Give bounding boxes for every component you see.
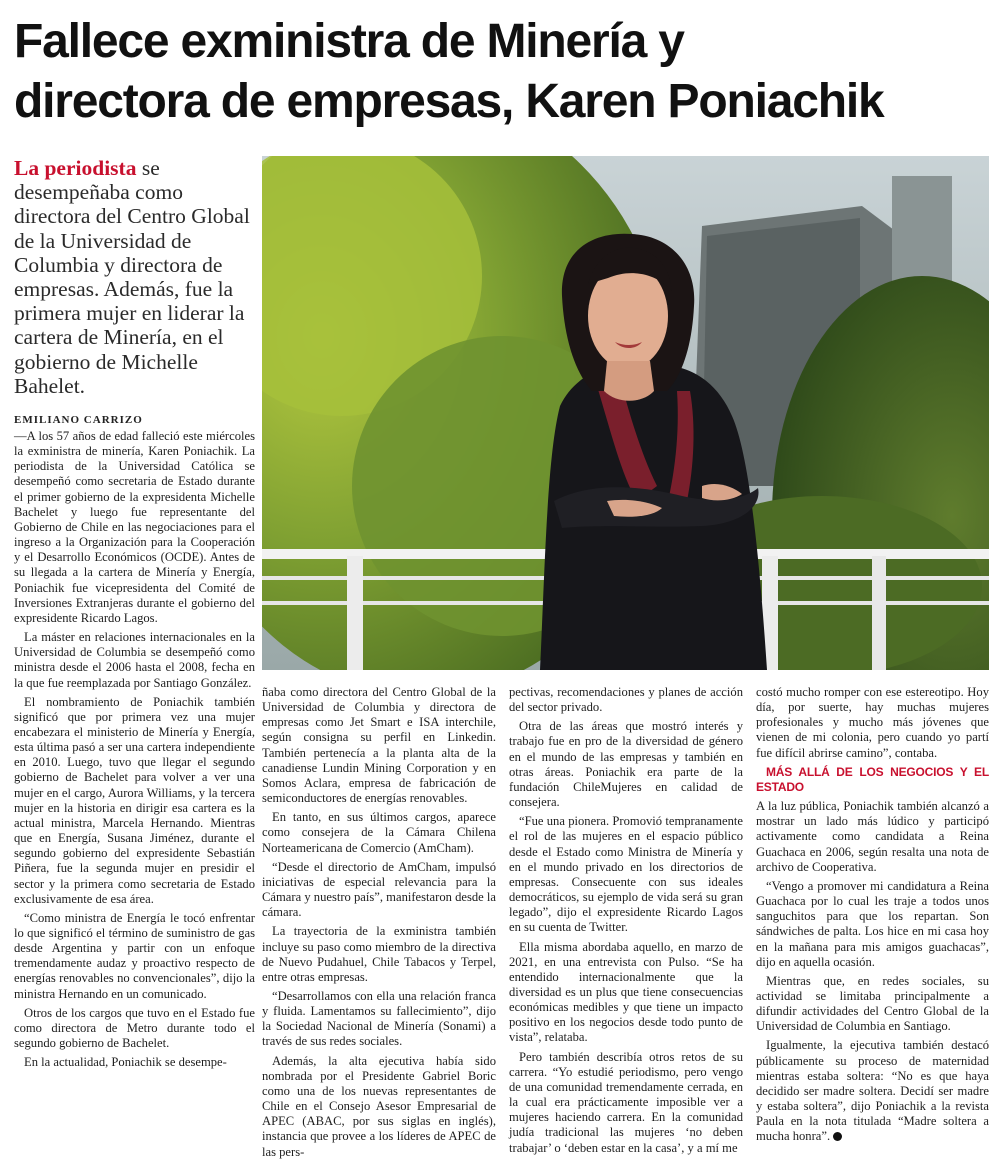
paragraph: La máster en relaciones internacionales en la Universidad de Columbia se desempeñó como ministra desde el 2006 hasta el 2008, fecha en la que fue reemplazada por Santiago González. — [14, 630, 255, 690]
paragraph: “Desde el directorio de AmCham, impulsó iniciativas de especial relevancia para la Cámara y nuestro país”, manifestaron desde la cámara. — [262, 859, 496, 920]
body-column-4 — [756, 685, 989, 1149]
lead-paragraph — [14, 156, 254, 398]
paragraph: Ella misma abordaba aquello, en marzo de 2021, en una entrevista con Pulso. “Se ha entendido internacionalmente que la diversidad es un plus que tiene consecuencias económicas medibles y que tiene un impacto positivo en los negocios desde todo punto de vista”, relataba. — [509, 939, 743, 1045]
paragraph: “Vengo a promover mi candidatura a Reina Guachaca por lo cual les traje a todos unos sanguchitos para que los repartan. Son sándwiches de palta. Los hice en mi casa hoy en la mañana para mis amigos guachacas”, dijo en aquella ocasión. — [756, 878, 989, 969]
end-mark-icon — [833, 1132, 842, 1141]
headline-line-1: Fallece exministra de Minería y — [14, 15, 684, 68]
headline — [14, 12, 989, 132]
paragraph-text: Igualmente, la ejecutiva también destacó públicamente su proceso de maternidad mientras estaba soltera: “No es que haya decidido ser madre soltera. Decidí ser madre y estaba soltera”, dijo Poniachik a la revista Paula en la nota titulada “Madre soltera a mucha honra”. — [756, 1038, 989, 1144]
lead-text: se desempeñaba como directora del Centro Global de la Universidad de Columbia y directora de empresas. Además, fue la primera mujer en liderar la cartera de Minería, en el gobierno de Michelle Bahelet. — [14, 156, 250, 398]
paragraph: “Fue una pionera. Promovió tempranamente el rol de las mujeres en el espacio público desde el Estado como Ministra de Minería y en el mundo privado en los directorios de empresas. Consecuente con sus ideales democráticos, su ejemplo de vida será su gran legado”, dijo el expresidente Ricardo Lagos en su cuenta de Twitter. — [509, 814, 743, 935]
paragraph: “Desarrollamos con ella una relación franca y fluida. Lamentamos su fallecimiento”, dijo la Sociedad Nacional de Minería (Sonami) a través de sus redes sociales. — [262, 988, 496, 1049]
paragraph: “Como ministra de Energía le tocó enfrentar lo que significó el término de suministro de gas desde Argentina y partir con un enfoque tremendamente audaz y proactivo respecto de energías renovables no convencionales”, dijo la ministra Hernando en un comunicado. — [14, 910, 255, 1001]
body-column-2 — [262, 685, 496, 1164]
paragraph: En la actualidad, Poniachik se desempe- — [24, 1055, 227, 1070]
paragraph: En tanto, en sus últimos cargos, aparece como consejera de la Cámara Chilena Norteamericana de Comercio (AmCham). — [262, 810, 496, 855]
paragraph: A la luz pública, Poniachik también alcanzó a mostrar un lado más lúdico y participó activamente como candidata a Reina Guachaca en 2006, según resalta una nota de archivo de Cooperativa. — [756, 799, 989, 874]
lead-kicker: La periodista — [14, 156, 137, 180]
paragraph: El nombramiento de Poniachik también significó que por primera vez una mujer encabezara el ministerio de Minería y Energía, esta última pasó a ser una cartera independiente en 2010. Luego, tuvo que llegar el segundo gobierno de Bachelet para volver a ver una mujer en el cargo, Aurora Williams, y la tercera mujer en la historia en dirigir esa cartera es la actual ministra, Marcela Hernando. Mientras que en Energía, Susana Jiménez, durante el segundo gobierno del expresidente Sebastián Piñera, fue la segunda mujer en presidir el sector y la primera como secretaria de Estado exclusivamente de esa área. — [14, 694, 255, 906]
paragraph: ñaba como directora del Centro Global de la Universidad de Columbia y directora de empresas como Jet Smart e ISA interchile, según consigna su perfil en Linkedin. También pertenecía a la planta alta de la canadiense Lundin Mining Corporation y en Somos Aclara, empresa de fabricación de semiconductores de energías renovables. — [262, 685, 496, 806]
paragraph: Pero también describía otros retos de su carrera. “Yo estudié periodismo, pero vengo de una comunidad tremendamente cerrada, en la cual era prácticamente imposible ver a mujeres haciendo carrera. En la comunidad judía tradicional las mujeres ‘no deben trabajar’ o ‘deben estar en la casa’, y a mí me — [509, 1049, 743, 1155]
body-column-3 — [509, 685, 743, 1160]
body-column-1 — [14, 429, 255, 1074]
paragraph: La trayectoria de la exministra también incluye su paso como miembro de la directiva de Nuevo Pudahuel, Chile Tabacos y Terpel, entre otras empresas. — [262, 924, 496, 984]
paragraph: Otra de las áreas que mostró interés y trabajo fue en pro de la diversidad de género en el mundo de las empresas y también en otras áreas. Poniachik era parte de la fundación ChileMujeres en calidad de consejera. — [509, 719, 743, 810]
paragraph: Mientras que, en redes sociales, su actividad se limitaba principalmente a difundir actividades del Centro Global de la Universidad de Columbia en Santiago. — [756, 973, 989, 1034]
paragraph — [756, 1038, 989, 1144]
paragraph: Otros de los cargos que tuvo en el Estado fue como directora de Metro durante todo el segundo gobierno de Bachelet. — [14, 1005, 255, 1051]
paragraph: costó mucho romper con ese estereotipo. Hoy día, por suerte, hay muchas mujeres profesionales y mucho más jóvenes que vienen de mi colonia, pero cuando yo partí fue difícil abrirse camino”, contaba. — [756, 685, 989, 760]
paragraph: pectivas, recomendaciones y planes de acción del sector privado. — [509, 685, 743, 715]
headline-line-2: directora de empresas, Karen Poniachik — [14, 75, 884, 128]
article-photo — [262, 156, 989, 670]
paragraph: Además, la alta ejecutiva había sido nombrada por el Presidente Gabriel Boric como una de los nuevas representantes de Chile en el Consejo Asesor Empresarial de APEC (ABAC, por sus siglas en inglés), instancia que provee a los líderes de APEC de las pers- — [262, 1053, 496, 1159]
paragraph: —A los 57 años de edad falleció este miércoles la exministra de minería, Karen Poniachik. La periodista de la Universidad Católica se desempeñó como secretaria de Estado durante el primer gobierno de la expresidenta Michelle Bachelet y luego fue representante del Gobierno de Chile en las negociaciones para el ingreso a la Organización para la Cooperación y el Desarrollo Económicos (OCDE). Antes de su llegada a la cartera de Minería y Energía, Poniachik fue vicepresidenta del Comité de Inversiones Extranjeras durante el gobierno del expresidente Ricardo Lagos. — [14, 429, 255, 625]
byline: EMILIANO CARRIZO — [14, 414, 143, 426]
section-subhead: MÁS ALLÁ DE LOS NEGOCIOS Y EL ESTADO — [756, 764, 989, 794]
